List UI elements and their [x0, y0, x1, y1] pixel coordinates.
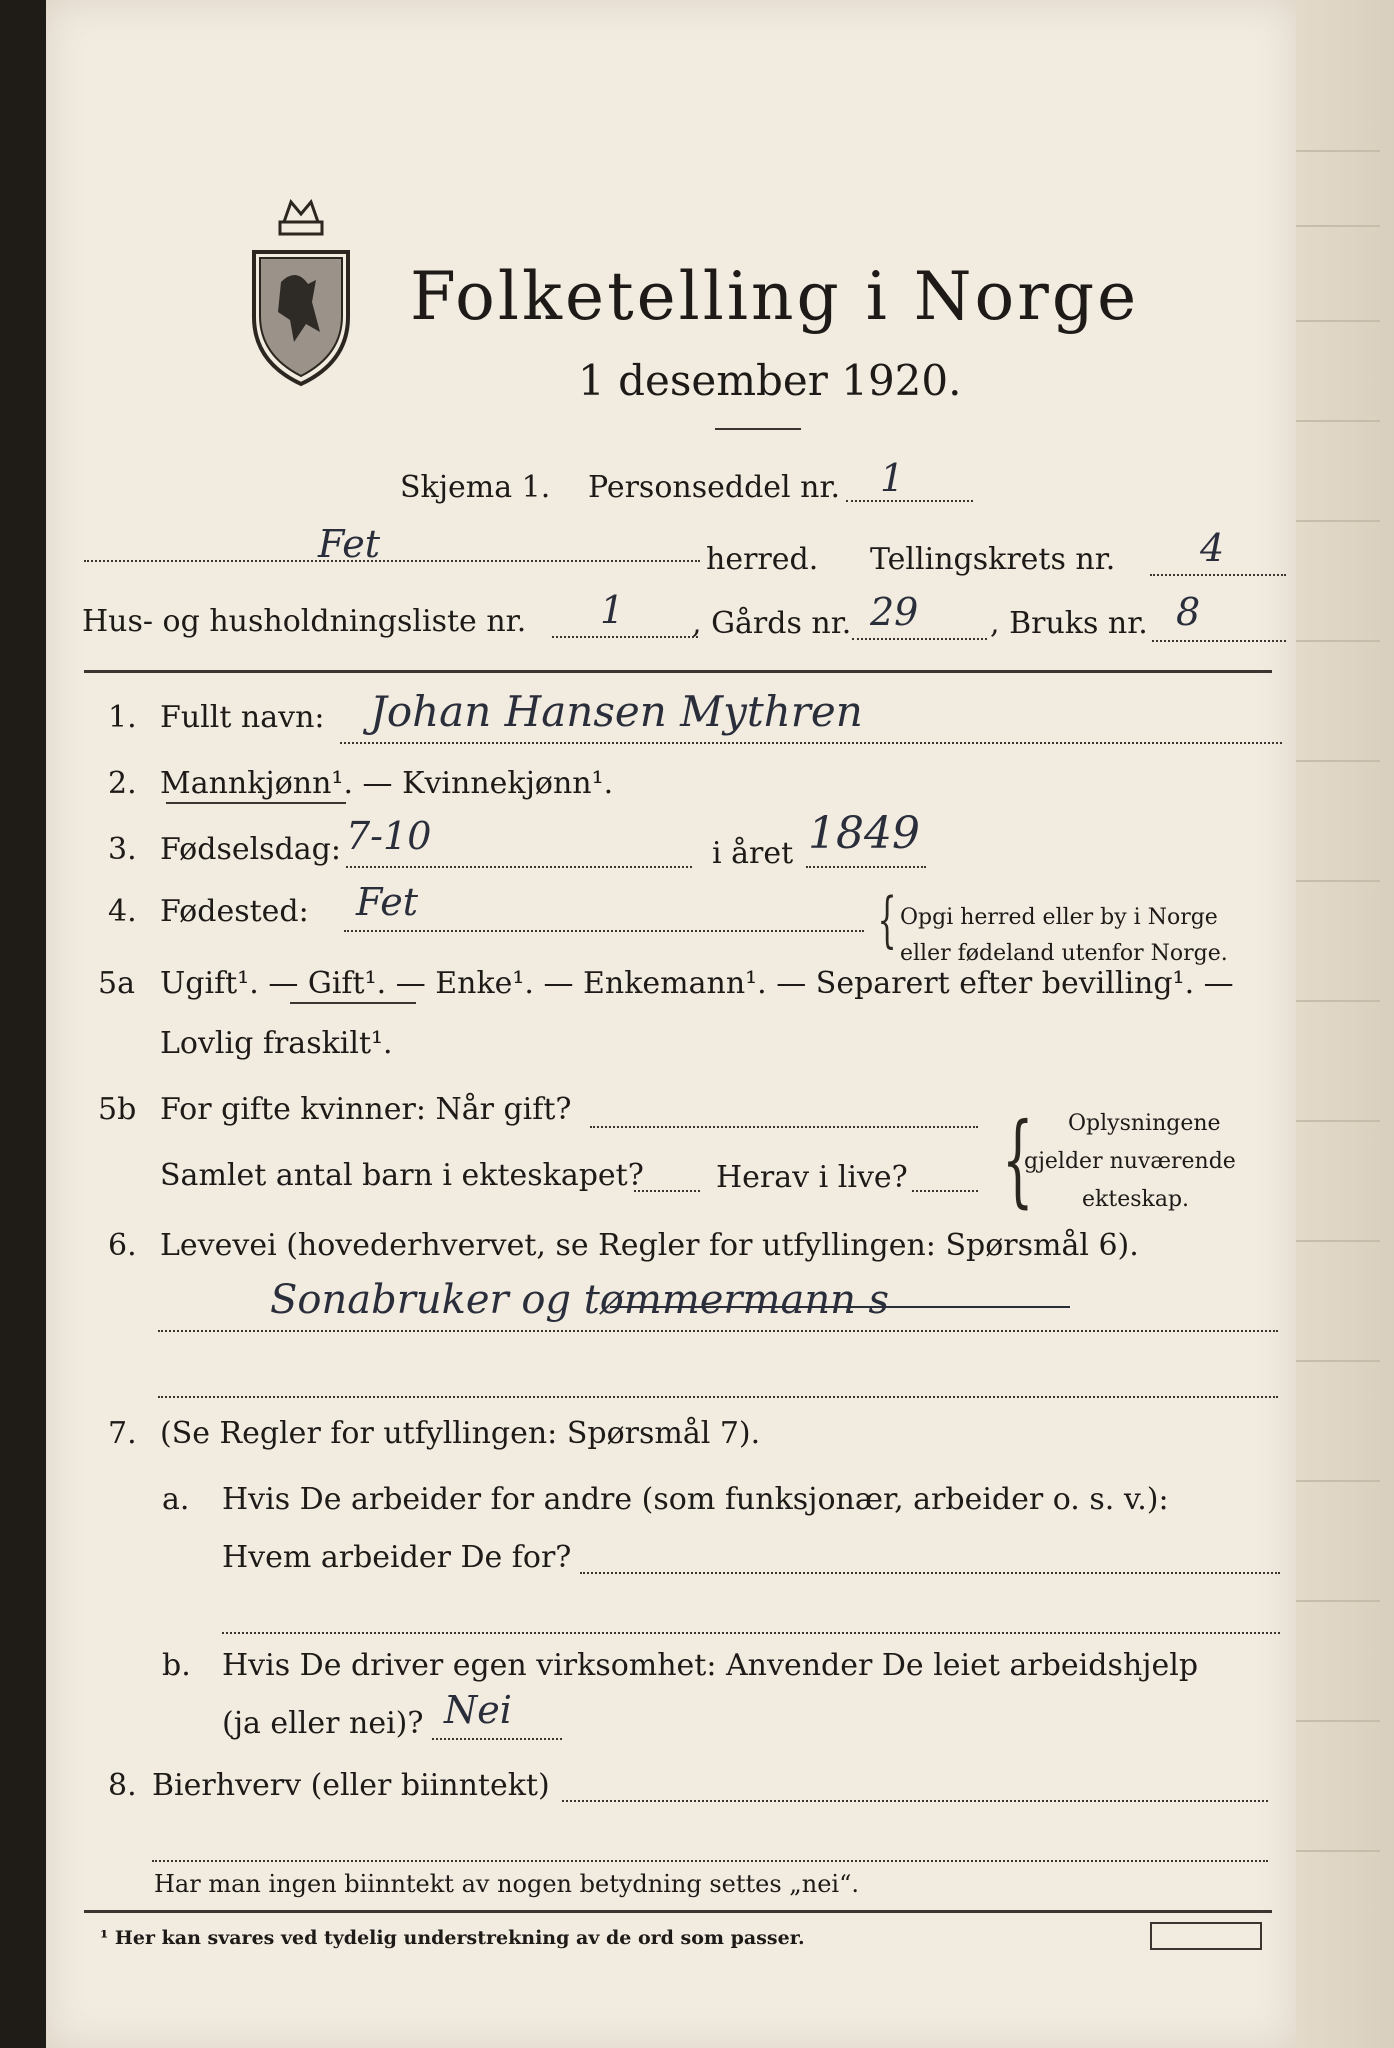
birthdate-value[interactable]: 7-10	[346, 814, 432, 858]
bruks-label: , Bruks nr.	[990, 606, 1148, 641]
title-divider	[715, 428, 801, 430]
gards-value[interactable]: 29	[870, 590, 919, 634]
q7-label: (Se Regler for utfyllingen: Spørsmål 7).	[160, 1416, 761, 1451]
schema-label: Skjema 1.	[400, 470, 551, 505]
gards-label: , Gårds nr.	[692, 606, 852, 641]
birthplace-value[interactable]: Fet	[356, 880, 419, 924]
q4-label: Fødested:	[160, 894, 309, 929]
q5b-married-when: For gifte kvinner: Når gift?	[160, 1092, 572, 1127]
footnote: ¹ Her kan svares ved tydelig understrekning av de ord som passer.	[100, 1927, 805, 1949]
marital-status-options[interactable]: Ugift¹. — Gift¹. — Enke¹. — Enkemann¹. — Separert efter bevilling¹. —	[160, 966, 1234, 1001]
bruks-value[interactable]: 8	[1176, 590, 1201, 634]
birthplace-note-2: eller fødeland utenfor Norge.	[900, 941, 1228, 966]
year-label: i året	[712, 836, 794, 871]
q1-number: 1.	[108, 700, 137, 735]
q7a-employer: Hvem arbeider De for?	[222, 1540, 572, 1575]
birth-year-value[interactable]: 1849	[808, 808, 920, 859]
marital-status-options-2: Lovlig fraskilt¹.	[160, 1026, 393, 1061]
header-divider	[84, 670, 1272, 673]
q2-number: 2.	[108, 766, 137, 801]
q8-label: Bierhverv (eller biinntekt)	[152, 1768, 550, 1803]
husliste-label: Hus- og husholdningsliste nr.	[82, 604, 527, 639]
personseddel-label: Personseddel nr.	[588, 470, 841, 505]
q7b-yes-no: (ja eller nei)?	[222, 1706, 424, 1741]
tellingskrets-label: Tellingskrets nr.	[870, 542, 1116, 577]
sex-options[interactable]: Mannkjønn¹. — Kvinnekjønn¹.	[160, 766, 614, 801]
q5b-note-3: ekteskap.	[1082, 1187, 1190, 1212]
census-date: 1 desember 1920.	[578, 356, 962, 405]
q8-number: 8.	[108, 1768, 137, 1803]
form-title: Folketelling i Norge	[410, 258, 1140, 335]
q6-label: Levevei (hovederhvervet, se Regler for utfyllingen: Spørsmål 6).	[160, 1228, 1139, 1263]
full-name-value[interactable]: Johan Hansen Mythren	[370, 687, 863, 736]
q3-number: 3.	[108, 832, 137, 867]
herred-value[interactable]: Fet	[318, 522, 381, 566]
q3-label: Fødselsdag:	[160, 832, 341, 867]
q5b-note-2: gjelder nuværende	[1024, 1149, 1236, 1174]
occupation-value[interactable]: Sonabruker og tømmermann s	[270, 1277, 890, 1323]
personseddel-value[interactable]: 1	[880, 456, 905, 500]
adjacent-page-edge	[1280, 0, 1394, 2048]
q5b-alive: Herav i live?	[716, 1160, 908, 1195]
norwegian-coat-of-arms-icon	[246, 192, 356, 392]
occupation-strikethrough	[610, 1306, 1070, 1308]
q5b-number: 5b	[98, 1092, 137, 1127]
q1-label: Fullt navn:	[160, 700, 325, 735]
hired-help-value[interactable]: Nei	[444, 1688, 512, 1732]
q6-number: 6.	[108, 1228, 137, 1263]
q4-number: 4.	[108, 894, 137, 929]
mannkjonn-underline	[166, 802, 346, 804]
q7-number: 7.	[108, 1416, 137, 1451]
q5a-number: 5a	[98, 966, 135, 1001]
q5b-children: Samlet antal barn i ekteskapet?	[160, 1158, 644, 1193]
q5b-note: Oplysningene	[1068, 1111, 1221, 1136]
footer-divider	[84, 1910, 1272, 1913]
q7b-question: Hvis De driver egen virksomhet: Anvender De leiet arbeidshjelp	[222, 1648, 1199, 1683]
husliste-value[interactable]: 1	[600, 588, 625, 632]
q7a-question: Hvis De arbeider for andre (som funksjonær, arbeider o. s. v.):	[222, 1482, 1169, 1517]
birthplace-note: Opgi herred eller by i Norge	[900, 905, 1218, 930]
gift-underline	[290, 1002, 416, 1004]
tellingskrets-value[interactable]: 4	[1200, 526, 1225, 570]
q7a-number: a.	[162, 1482, 190, 1517]
q7b-number: b.	[162, 1648, 191, 1683]
herred-label: herred.	[706, 542, 819, 577]
printer-stamp	[1150, 1922, 1262, 1950]
q8-note: Har man ingen biinntekt av nogen betydning settes „nei“.	[154, 1870, 859, 1898]
